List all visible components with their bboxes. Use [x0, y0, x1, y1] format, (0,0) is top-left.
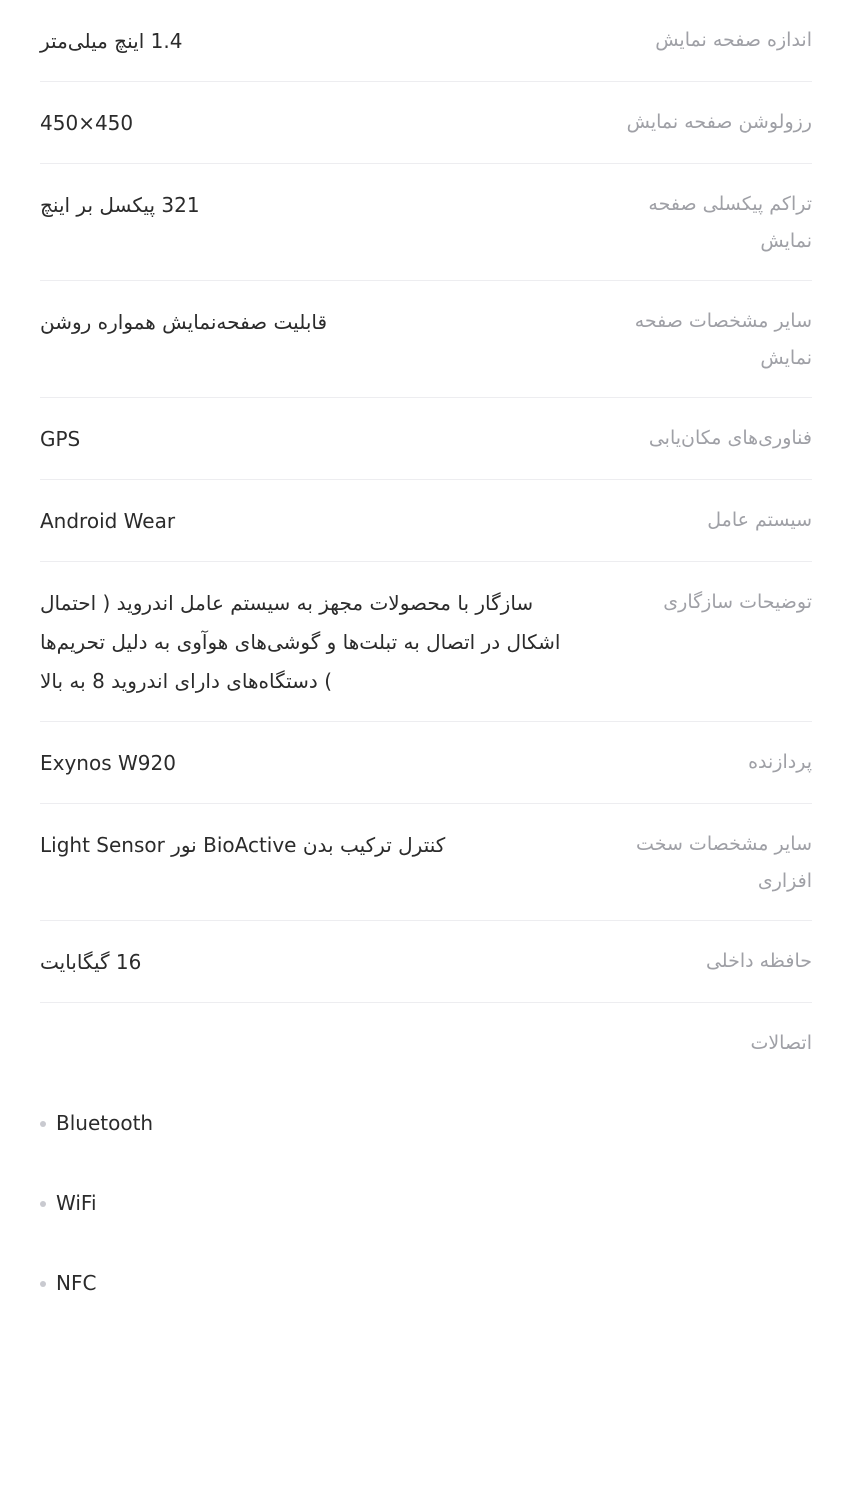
spec-value: 1.4 اینچ میلی‌متر — [40, 29, 183, 53]
table-row — [40, 164, 812, 281]
table-row — [40, 480, 812, 562]
list-item-label: NFC — [56, 1271, 97, 1296]
spec-value: Android Wear — [40, 509, 176, 534]
bullet-icon — [40, 1281, 46, 1287]
spec-value: Exynos W920 — [40, 751, 176, 776]
spec-label: سایر مشخصات سخت افزاری — [636, 833, 812, 893]
spec-label: اندازه صفحه نمایش — [655, 29, 812, 51]
bullet-icon — [40, 1121, 46, 1127]
table-row — [40, 281, 812, 398]
spec-value: 321 پیکسل بر اینچ — [40, 193, 200, 217]
spec-value: کنترل ترکیب بدن BioActive نور Light Sensor — [40, 833, 446, 858]
spec-label: سایر مشخصات صفحه نمایش — [634, 310, 812, 370]
spec-value — [40, 1025, 582, 1382]
spec-label: حافظه داخلی — [705, 950, 812, 973]
table-row — [40, 804, 812, 921]
spec-label: سیستم عامل — [707, 509, 812, 532]
spec-label: پردازنده — [748, 751, 812, 774]
spec-label: فناوری‌های مکان‌یابی — [648, 427, 812, 450]
table-row — [40, 0, 812, 82]
table-row-connectivity — [40, 1003, 812, 1402]
table-row — [40, 82, 812, 164]
connectivity-list — [40, 1064, 570, 1343]
spec-value: قابلیت صفحه‌نمایش همواره روشن — [40, 310, 328, 335]
table-row — [40, 398, 812, 480]
list-item-label: Bluetooth — [56, 1111, 154, 1136]
list-item — [40, 1263, 570, 1304]
spec-label: اتصالات — [750, 1032, 812, 1055]
spec-label: رزولوشن صفحه نمایش — [626, 111, 812, 133]
list-item — [40, 1103, 570, 1144]
table-row — [40, 722, 812, 804]
spec-label: تراکم پیکسلی صفحه نمایش — [648, 193, 812, 253]
spec-value: 450×450 — [40, 111, 134, 135]
list-item-label: WiFi — [56, 1191, 97, 1216]
table-row — [40, 562, 812, 722]
spec-value: سازگار با محصولات مجهز به سیستم عامل اندروید ( احتمال اشکال در اتصال به تبلت‌ها و گوشی‌های هوآوی به دلیل تحریم‌ها ) دستگاه‌های دارای اندروید 8 به بالا — [40, 591, 561, 694]
list-item — [40, 1183, 570, 1224]
spec-label: توضیحات سازگاری — [663, 591, 812, 614]
spec-value: GPS — [40, 427, 81, 452]
table-row — [40, 921, 812, 1003]
bullet-icon — [40, 1201, 46, 1207]
spec-value: 16 گیگابایت — [40, 950, 142, 975]
